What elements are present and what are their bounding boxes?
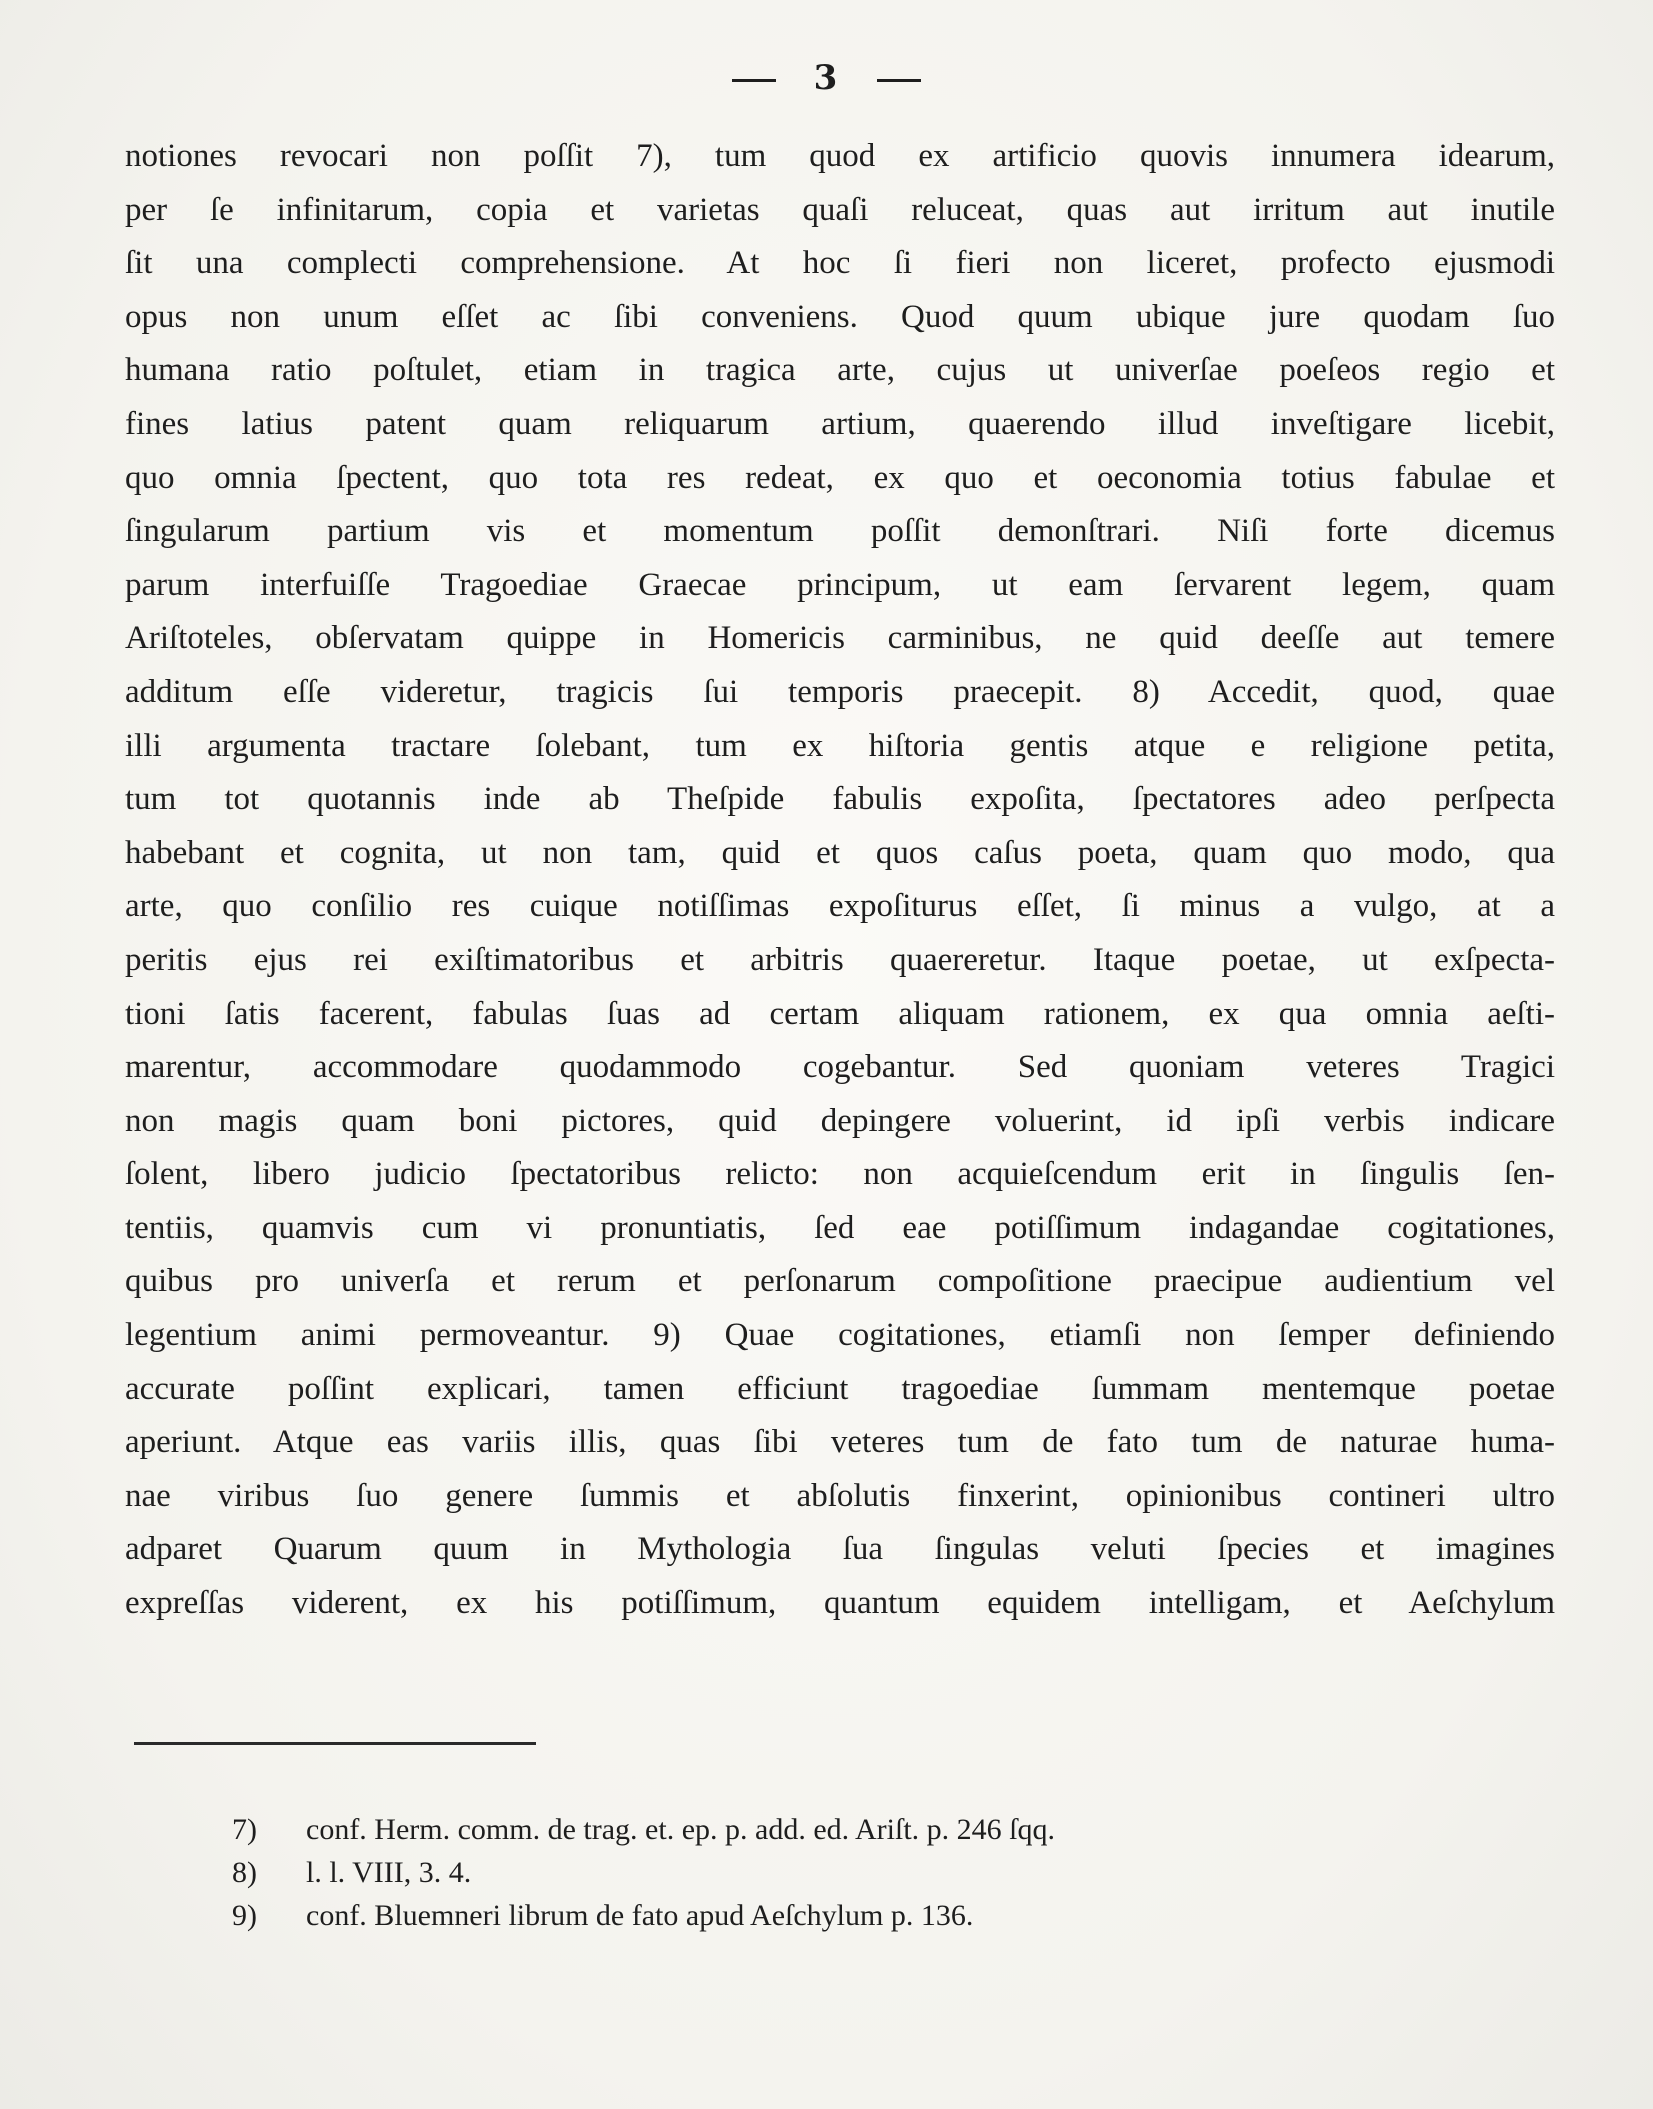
text-line: habebant et cognita, ut non tam, quid et quos caſus poeta, quam quo modo, qua	[125, 834, 1555, 871]
text-line: accurate poſſint explicari, tamen efficiunt tragoediae ſummam mentemque poetae	[125, 1370, 1555, 1407]
footnote-number: 7)	[232, 1813, 257, 1846]
text-line: quibus pro univerſa et rerum et perſonarum compoſitione praecipue audientium vel	[125, 1263, 1555, 1300]
text-line: ſolent, libero judicio ſpectatoribus relicto: non acquieſcendum erit in ſingulis ſen-	[125, 1156, 1555, 1193]
text-line: tum tot quotannis inde ab Theſpide fabulis expoſita, ſpectatores adeo perſpecta	[125, 781, 1555, 818]
right-dash	[877, 79, 921, 82]
footnote	[232, 1894, 1432, 1937]
footnote	[232, 1851, 1432, 1894]
text-line: opus non unum eſſet ac ſibi conveniens. Quod quum ubique jure quodam ſuo	[125, 298, 1555, 335]
page-number-header	[0, 58, 1653, 98]
text-line: adparet Quarum quum in Mythologia ſua ſingulas veluti ſpecies et imagines	[125, 1531, 1555, 1568]
text-line: nae viribus ſuo genere ſummis et abſolutis finxerint, opinionibus contineri ultro	[125, 1477, 1555, 1514]
text-line: per ſe infinitarum, copia et varietas quaſi reluceat, quas aut irritum aut inutile	[125, 191, 1555, 228]
text-line: illi argumenta tractare ſolebant, tum ex hiſtoria gentis atque e religione petita,	[125, 727, 1555, 764]
text-line: ſit una complecti comprehensione. At hoc ſi fieri non liceret, profecto ejusmodi	[125, 245, 1555, 282]
body-text	[125, 130, 1555, 1631]
text-line: tentiis, quamvis cum vi pronuntiatis, ſed eae potiſſimum indagandae cogitationes,	[125, 1209, 1555, 1246]
text-line: tioni ſatis facerent, fabulas ſuas ad certam aliquam rationem, ex qua omnia aeſti-	[125, 995, 1555, 1032]
text-line: quo omnia ſpectent, quo tota res redeat, ex quo et oeconomia totius fabulae et	[125, 459, 1555, 496]
footnote	[232, 1808, 1432, 1851]
text-line: legentium animi permoveantur. 9) Quae cogitationes, etiamſi non ſemper definiendo	[125, 1317, 1555, 1354]
page-number: 3	[813, 58, 840, 98]
text-line: notiones revocari non poſſit 7), tum quod ex artificio quovis innumera idearum,	[125, 138, 1555, 174]
text-line: arte, quo conſilio res cuique notiſſimas expoſiturus eſſet, ſi minus a vulgo, at a	[125, 888, 1555, 925]
text-line: humana ratio poſtulet, etiam in tragica arte, cujus ut univerſae poeſeos regio et	[125, 352, 1555, 389]
footnote-number: 8)	[232, 1856, 257, 1889]
footnote-text: l. l. VIII, 3. 4.	[306, 1856, 472, 1889]
footnote-number: 9)	[232, 1899, 257, 1932]
text-line: non magis quam boni pictores, quid depingere voluerint, id ipſi verbis indicare	[125, 1102, 1555, 1139]
text-line: peritis ejus rei exiſtimatoribus et arbitris quaereretur. Itaque poetae, ut exſpecta-	[125, 941, 1555, 978]
text-line: expreſſas viderent, ex his potiſſimum, quantum equidem intelligam, et Aeſchylum	[125, 1585, 1555, 1622]
text-line: aperiunt. Atque eas variis illis, quas ſibi veteres tum de fato tum de naturae huma-	[125, 1424, 1555, 1461]
footnote-text: conf. Herm. comm. de trag. et. ep. p. add. ed. Ariſt. p. 246 ſqq.	[306, 1813, 1055, 1846]
text-line: additum eſſe videretur, tragicis ſui temporis praecepit. 8) Accedit, quod, quae	[125, 673, 1555, 710]
footnote-text: conf. Bluemneri librum de fato apud Aeſchylum p. 136.	[306, 1899, 974, 1932]
text-line: ſingularum partium vis et momentum poſſit demonſtrari. Niſi forte dicemus	[125, 513, 1555, 550]
text-line: fines latius patent quam reliquarum artium, quaerendo illud inveſtigare licebit,	[125, 405, 1555, 442]
text-line: parum interfuiſſe Tragoediae Graecae principum, ut eam ſervarent legem, quam	[125, 566, 1555, 603]
footnote-divider	[134, 1742, 536, 1745]
text-line: Ariſtoteles, obſervatam quippe in Homericis carminibus, ne quid deeſſe aut temere	[125, 620, 1555, 657]
footnotes	[232, 1808, 1432, 1937]
text-line: marentur, accommodare quodammodo cogebantur. Sed quoniam veteres Tragici	[125, 1049, 1555, 1086]
left-dash	[732, 79, 776, 82]
